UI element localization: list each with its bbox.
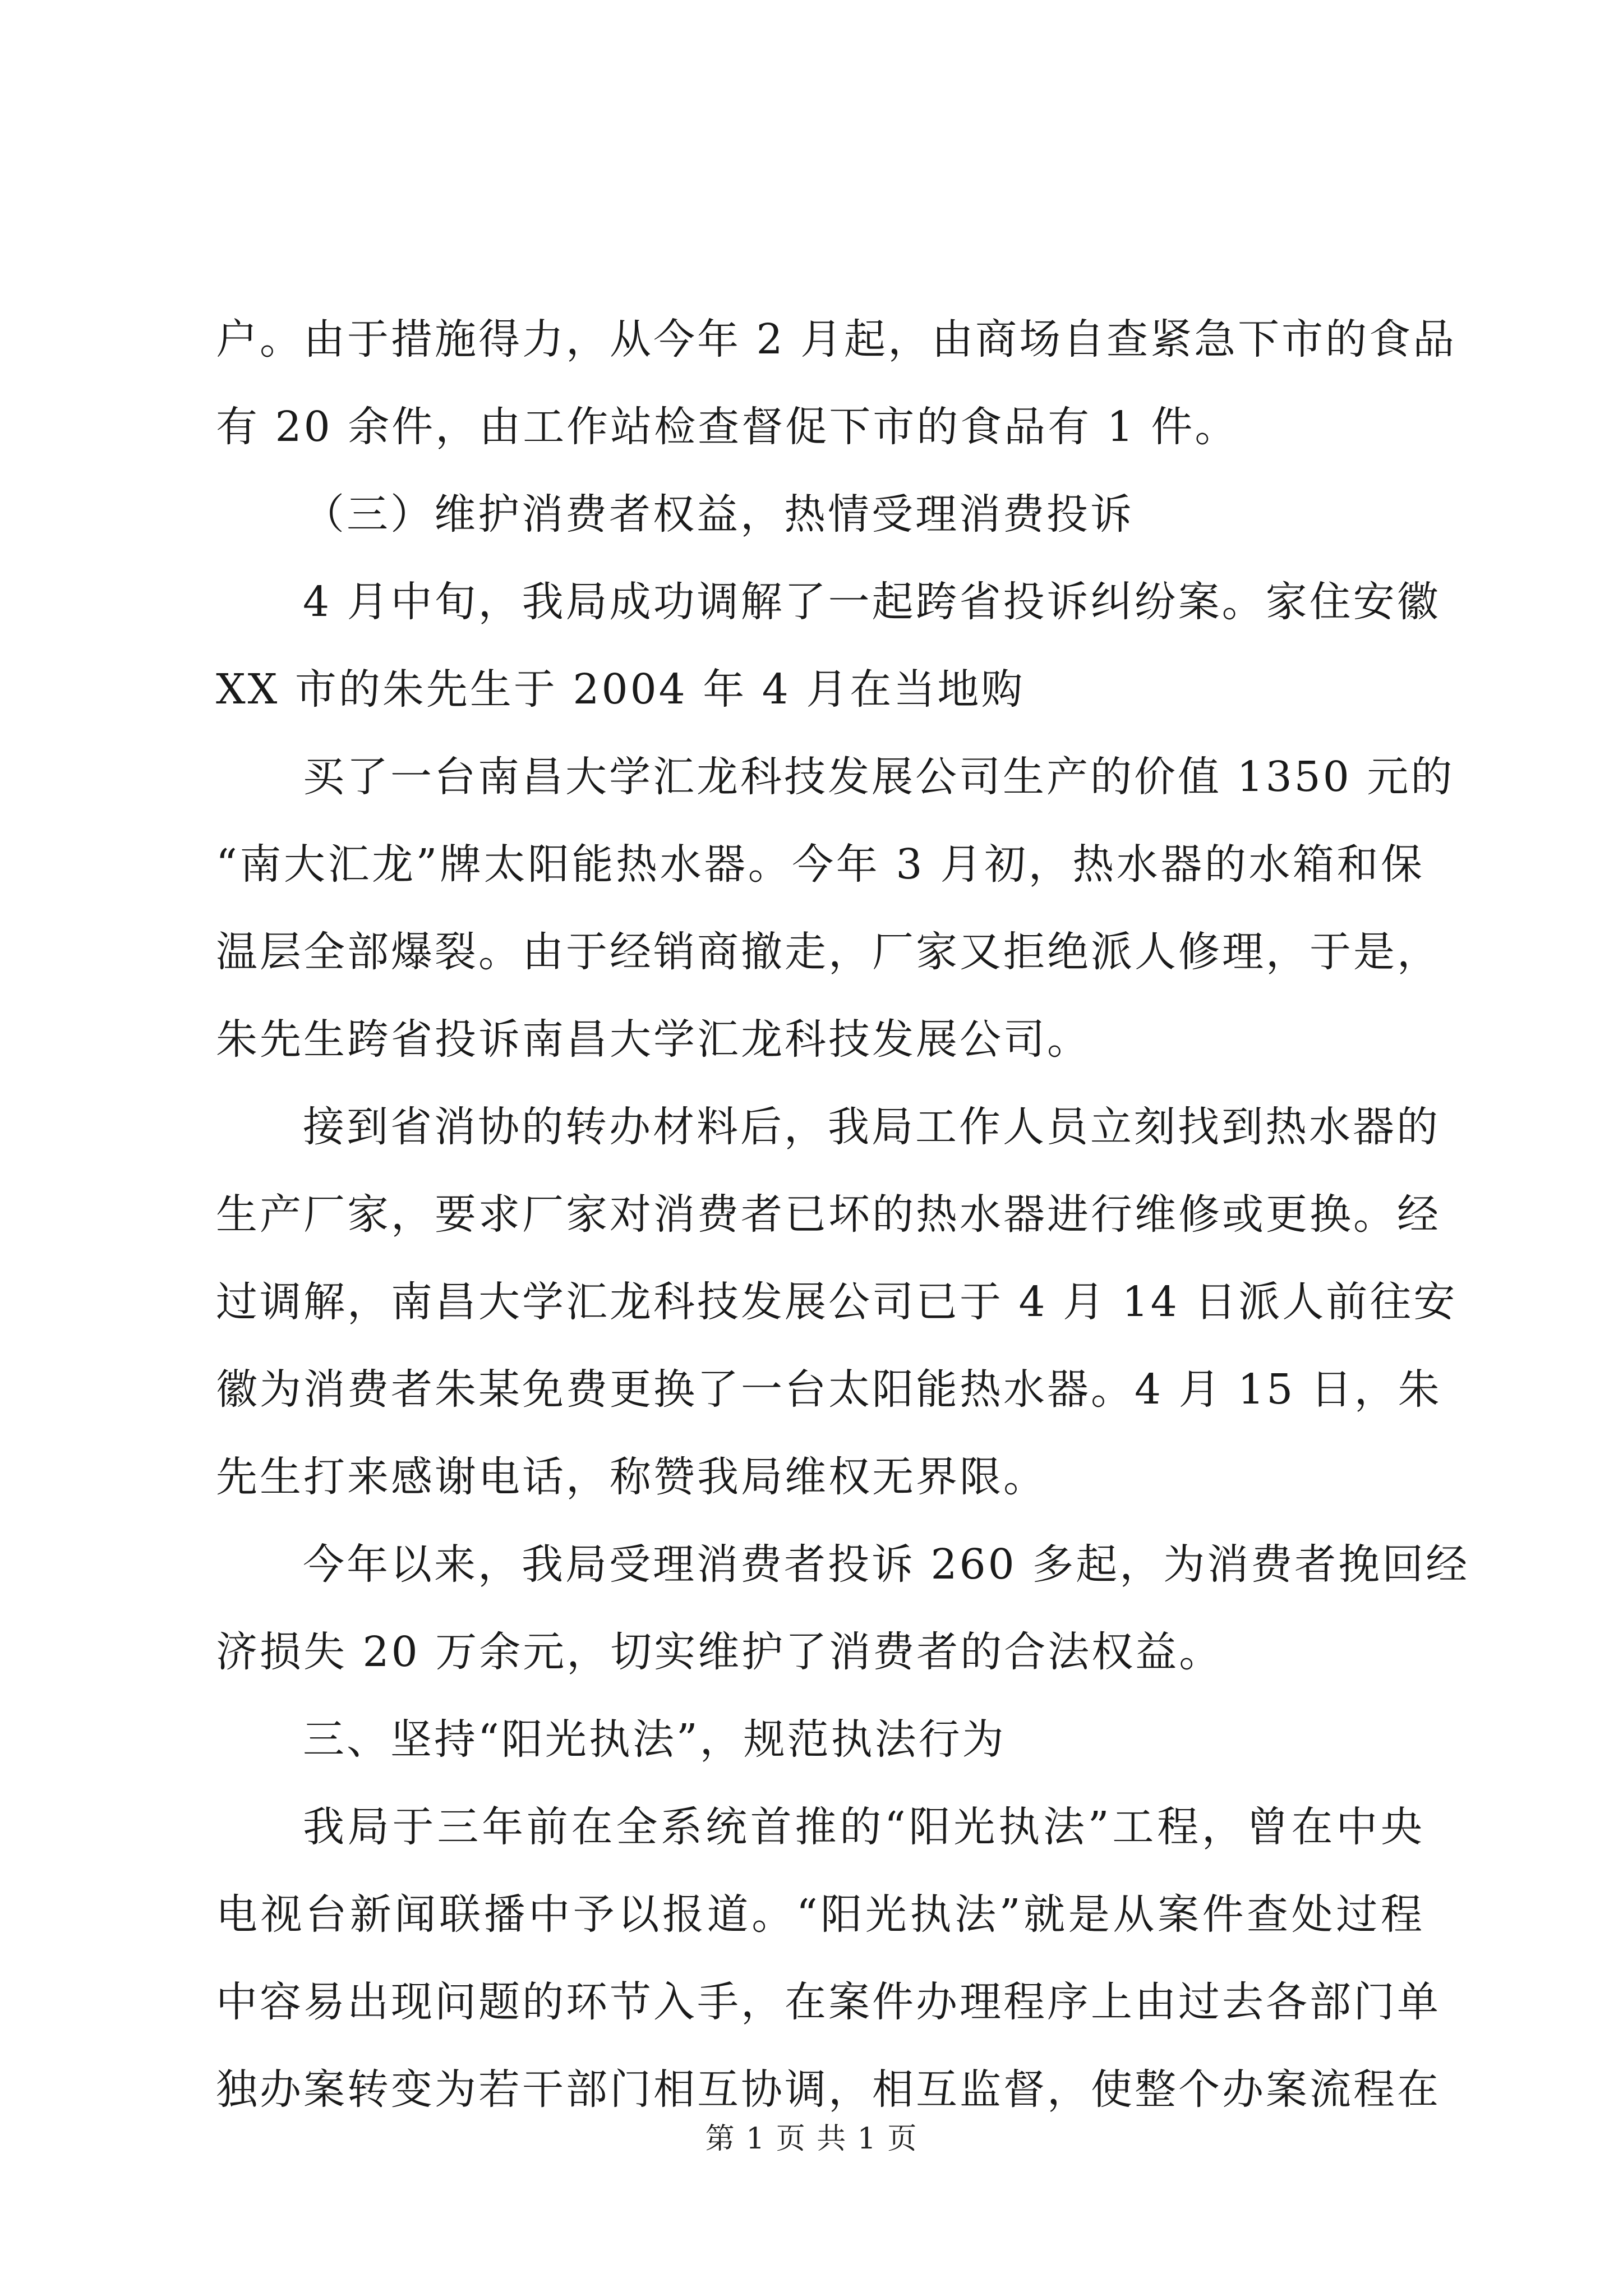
- page-footer: 第 1 页 共 1 页: [705, 2122, 918, 2156]
- body-line: 买了一台南昌大学汇龙科技发展公司生产的价值 1350 元的: [303, 753, 1455, 801]
- body-line: 有 20 余件，由工作站检查督促下市的食品有 1 件。: [216, 403, 1239, 451]
- body-line: 中容易出现问题的环节入手，在案件办理程序上由过去各部门单: [216, 1978, 1441, 2026]
- body-line: 独办案转变为若干部门相互协调，相互监督，使整个办案流程在: [216, 2065, 1441, 2114]
- body-line: “南大汇龙”牌太阳能热水器。今年 3 月初，热水器的水箱和保: [216, 840, 1424, 889]
- body-line: 生产厂家，要求厂家对消费者已坏的热水器进行维修或更换。经: [216, 1190, 1441, 1239]
- body-line: 户。由于措施得力，从今年 2 月起，由商场自查紧急下市的食品: [216, 315, 1457, 364]
- body-line: XX 市的朱先生于 2004 年 4 月在当地购: [216, 665, 1025, 714]
- body-line: 济损失 20 万余元，切实维护了消费者的合法权益。: [216, 1628, 1223, 1676]
- section-heading: （三）维护消费者权益，热情受理消费投诉: [303, 490, 1134, 539]
- body-line: 今年以来，我局受理消费者投诉 260 多起，为消费者挽回经: [303, 1540, 1470, 1589]
- body-line: 4 月中旬，我局成功调解了一起跨省投诉纠纷案。家住安徽: [303, 578, 1441, 626]
- body-line: 我局于三年前在全系统首推的“阳光执法”工程，曾在中央: [303, 1803, 1424, 1851]
- body-line: 先生打来感谢电话，称赞我局维权无界限。: [216, 1453, 1047, 1501]
- body-line: 电视台新闻联播中予以报道。“阳光执法”就是从案件查处过程: [216, 1890, 1424, 1939]
- body-line: 过调解，南昌大学汇龙科技发展公司已于 4 月 14 日派人前往安: [216, 1278, 1458, 1326]
- body-line: 朱先生跨省投诉南昌大学汇龙科技发展公司。: [216, 1015, 1091, 1064]
- body-line: 温层全部爆裂。由于经销商撤走，厂家又拒绝派人修理，于是，: [216, 928, 1441, 976]
- section-heading: 三、坚持“阳光执法”，规范执法行为: [303, 1715, 1006, 1764]
- body-line: 徽为消费者朱某免费更换了一台太阳能热水器。4 月 15 日，朱: [216, 1365, 1442, 1414]
- body-line: 接到省消协的转办材料后，我局工作人员立刻找到热水器的: [303, 1103, 1440, 1151]
